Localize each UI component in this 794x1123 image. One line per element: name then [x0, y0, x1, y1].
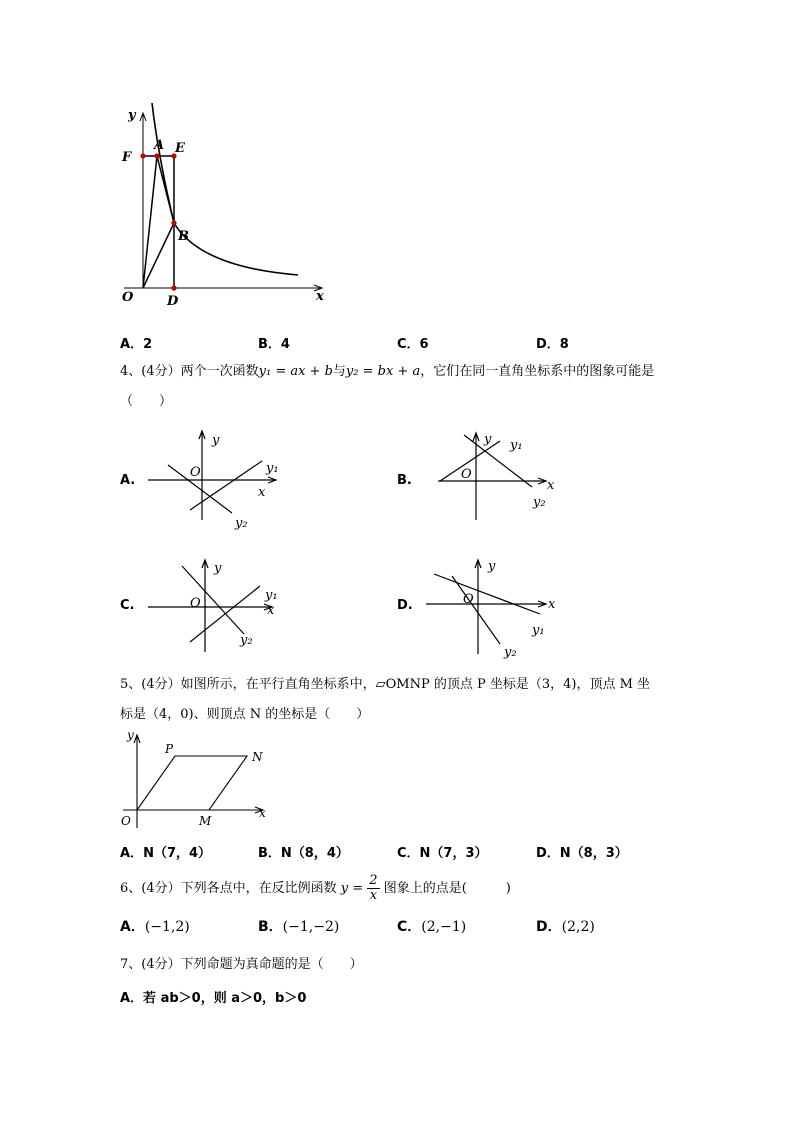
svg-text:O: O — [461, 467, 472, 482]
label-D: D — [167, 294, 179, 309]
q3-option-c[interactable]: C．6 — [397, 337, 429, 352]
q4-graph-d[interactable] — [420, 552, 570, 660]
svg-text:y₂: y₂ — [533, 495, 546, 510]
label-E: E — [175, 141, 185, 156]
svg-text:P: P — [165, 742, 174, 756]
svg-text:M: M — [199, 814, 212, 828]
q5-stem-line2: 标是（4，0)、则顶点 N 的坐标是（ ） — [120, 707, 370, 722]
label-y: y — [128, 108, 136, 123]
parallelogram-OMNP — [137, 756, 247, 810]
q4-stem: 4、(4分）两个一次函数y₁ = ax + b与y₂ = bx + a，它们在同一直角坐标系中的图象可能是 — [120, 364, 655, 379]
point-F — [140, 153, 145, 158]
q7-option-a[interactable]: A．若 ab＞0，则 a＞0，b＞0 — [120, 991, 307, 1006]
reciprocal-function-figure — [110, 95, 340, 310]
q6-function-fraction: $\frac{2}{x}$ — [369, 873, 378, 903]
point-B — [171, 220, 176, 225]
svg-text:O: O — [190, 465, 201, 480]
svg-text:N: N — [252, 750, 263, 764]
label-F: F — [122, 150, 132, 165]
q6-option-a[interactable]: A．(−1,2) — [120, 919, 190, 935]
svg-text:y: y — [214, 561, 222, 576]
q6-stem: 6、(4分）下列各点中，在反比例函数 y = $\frac{2}{x}$ 图象上的点是( ) — [120, 873, 511, 903]
q4-graph-b[interactable] — [420, 425, 570, 525]
label-x: x — [316, 289, 324, 304]
label-A: A — [154, 138, 165, 153]
svg-text:x: x — [547, 478, 555, 493]
svg-text:y₁: y₁ — [265, 588, 278, 603]
q5-option-d[interactable]: D．N（8，3） — [536, 846, 628, 861]
q6-function-lhs: y = — [340, 881, 364, 896]
q6-option-d[interactable]: D．(2,2) — [536, 919, 595, 935]
segment-OB — [143, 223, 174, 288]
svg-text:y₂: y₂ — [235, 516, 248, 531]
q6-option-c[interactable]: C．(2,−1) — [397, 919, 467, 935]
label-O: O — [122, 290, 134, 305]
svg-text:x: x — [548, 597, 556, 612]
q5-option-c[interactable]: C．N（7，3） — [397, 846, 488, 861]
q4-option-c-label[interactable]: C. — [120, 598, 135, 613]
svg-text:y: y — [212, 433, 220, 448]
q5-option-b[interactable]: B．N（8，4） — [258, 846, 349, 861]
q3-option-b[interactable]: B．4 — [258, 337, 290, 352]
point-D — [171, 285, 176, 290]
q4-option-b-label[interactable]: B. — [397, 473, 412, 488]
q4-option-a-label[interactable]: A. — [120, 473, 136, 488]
svg-text:y: y — [488, 559, 496, 574]
svg-text:x: x — [259, 806, 266, 820]
svg-text:y₂: y₂ — [240, 633, 253, 648]
q5-stem-line1: 5、(4分）如图所示，在平行直角坐标系中，▱OMNP 的顶点 P 坐标是（3，4)，顶点 M 坐 — [120, 677, 651, 692]
line-y2 — [452, 576, 500, 644]
q4-answer-paren: （ ） — [120, 394, 173, 409]
line-y1 — [190, 461, 262, 510]
q4-graph-a[interactable] — [140, 425, 290, 535]
svg-text:O: O — [190, 596, 201, 611]
q4-graph-c[interactable] — [140, 552, 290, 657]
segment-AB — [157, 156, 174, 223]
q6-option-b[interactable]: B．(−1,−2) — [258, 919, 340, 935]
svg-text:y₁: y₁ — [266, 461, 279, 476]
svg-text:y: y — [127, 728, 134, 742]
q5-option-a[interactable]: A．N（7，4） — [120, 846, 212, 861]
svg-text:O: O — [463, 592, 474, 607]
parallelogram-figure — [115, 723, 275, 833]
label-B: B — [178, 229, 189, 244]
q3-option-a[interactable]: A．2 — [120, 337, 153, 352]
q4-equation-1: y₁ = ax + b — [258, 364, 333, 379]
q4-equation-2: y₂ = bx + a — [345, 364, 421, 379]
q7-stem: 7、(4分）下列命题为真命题的是（ ） — [120, 957, 363, 972]
svg-text:y: y — [484, 432, 492, 447]
point-A — [154, 153, 159, 158]
q3-option-d[interactable]: D．8 — [536, 337, 569, 352]
svg-text:x: x — [267, 603, 275, 618]
svg-text:y₁: y₁ — [510, 438, 523, 453]
svg-text:x: x — [258, 485, 266, 500]
line-y1 — [434, 574, 540, 614]
svg-text:y₁: y₁ — [532, 623, 545, 638]
svg-text:O: O — [121, 814, 131, 828]
segment-OA — [143, 156, 157, 288]
svg-text:y₂: y₂ — [504, 645, 517, 660]
q4-option-d-label[interactable]: D. — [397, 598, 413, 613]
